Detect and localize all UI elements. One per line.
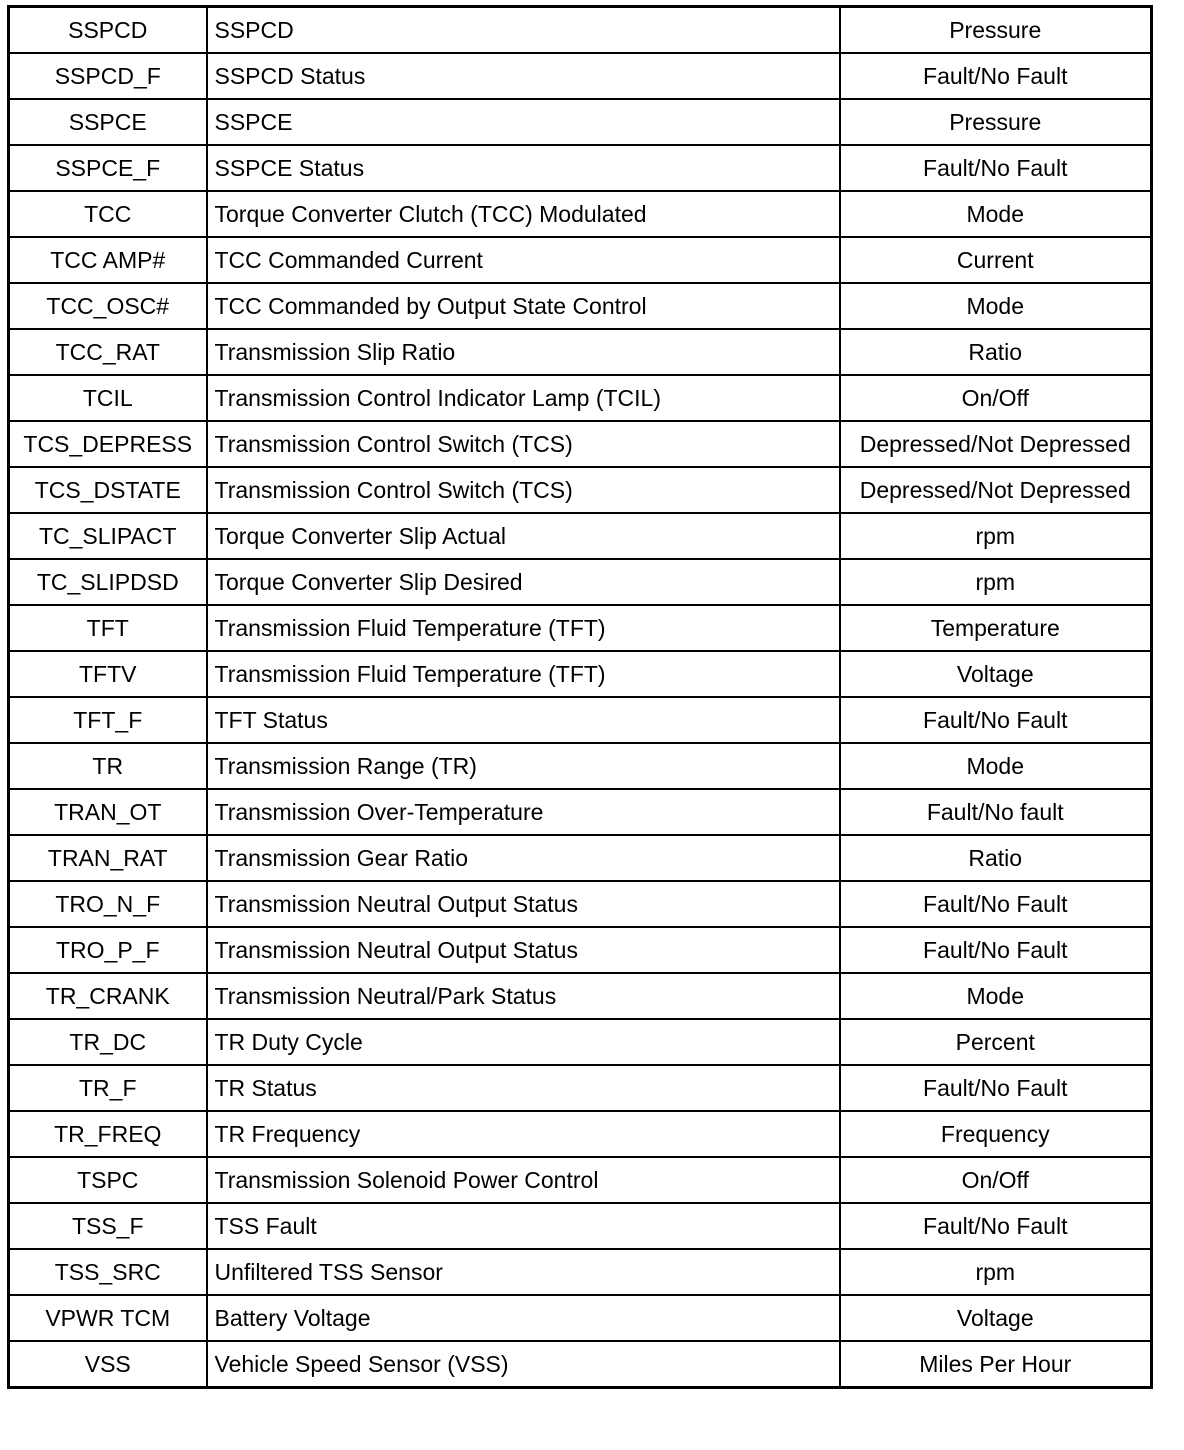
parameter-units: Temperature <box>840 605 1152 651</box>
parameter-description: SSPCE <box>207 99 840 145</box>
table-row <box>9 329 1152 375</box>
parameter-units: Fault/No Fault <box>840 881 1152 927</box>
parameter-description: TR Duty Cycle <box>207 1019 840 1065</box>
parameter-description: TCC Commanded by Output State Control <box>207 283 840 329</box>
parameter-units: Ratio <box>840 835 1152 881</box>
table-row <box>9 1203 1152 1249</box>
parameter-abbreviation: TR_DC <box>9 1019 207 1065</box>
table-row <box>9 835 1152 881</box>
table-row <box>9 421 1152 467</box>
table-row <box>9 973 1152 1019</box>
parameter-units: Pressure <box>840 99 1152 145</box>
parameter-abbreviation: TC_SLIPACT <box>9 513 207 559</box>
table-row <box>9 927 1152 973</box>
table-row <box>9 1157 1152 1203</box>
parameter-description: Transmission Slip Ratio <box>207 329 840 375</box>
parameter-units: Fault/No Fault <box>840 1203 1152 1249</box>
parameter-table <box>7 5 1153 1389</box>
table-row <box>9 237 1152 283</box>
parameter-units: Fault/No Fault <box>840 927 1152 973</box>
table-row <box>9 1249 1152 1295</box>
parameter-units: Fault/No Fault <box>840 1065 1152 1111</box>
table-row <box>9 7 1152 54</box>
parameter-abbreviation: TR <box>9 743 207 789</box>
parameter-units: Voltage <box>840 1295 1152 1341</box>
parameter-description: Transmission Neutral Output Status <box>207 881 840 927</box>
parameter-description: TCC Commanded Current <box>207 237 840 283</box>
parameter-description: Transmission Gear Ratio <box>207 835 840 881</box>
parameter-description: Transmission Range (TR) <box>207 743 840 789</box>
parameter-description: SSPCD Status <box>207 53 840 99</box>
table-row <box>9 651 1152 697</box>
parameter-abbreviation: TFT_F <box>9 697 207 743</box>
parameter-abbreviation: TR_CRANK <box>9 973 207 1019</box>
parameter-description: TFT Status <box>207 697 840 743</box>
parameter-abbreviation: SSPCE_F <box>9 145 207 191</box>
parameter-description: Transmission Neutral Output Status <box>207 927 840 973</box>
parameter-abbreviation: SSPCD_F <box>9 53 207 99</box>
parameter-units: rpm <box>840 1249 1152 1295</box>
parameter-abbreviation: TCS_DEPRESS <box>9 421 207 467</box>
parameter-abbreviation: TCC AMP# <box>9 237 207 283</box>
parameter-units: Current <box>840 237 1152 283</box>
parameter-abbreviation: TSS_SRC <box>9 1249 207 1295</box>
parameter-description: TSS Fault <box>207 1203 840 1249</box>
parameter-units: Frequency <box>840 1111 1152 1157</box>
parameter-units: Mode <box>840 191 1152 237</box>
table-row <box>9 513 1152 559</box>
table-row <box>9 283 1152 329</box>
table-row <box>9 375 1152 421</box>
table-row <box>9 99 1152 145</box>
parameter-abbreviation: TFTV <box>9 651 207 697</box>
parameter-units: Depressed/Not Depressed <box>840 467 1152 513</box>
table-row <box>9 1019 1152 1065</box>
table-row <box>9 1295 1152 1341</box>
parameter-abbreviation: TFT <box>9 605 207 651</box>
parameter-description: SSPCD <box>207 7 840 54</box>
table-row <box>9 1111 1152 1157</box>
table-row <box>9 559 1152 605</box>
parameter-units: Depressed/Not Depressed <box>840 421 1152 467</box>
parameter-units: Fault/No Fault <box>840 53 1152 99</box>
table-row <box>9 743 1152 789</box>
parameter-abbreviation: TC_SLIPDSD <box>9 559 207 605</box>
parameter-units: On/Off <box>840 375 1152 421</box>
parameter-description: Torque Converter Slip Desired <box>207 559 840 605</box>
parameter-description: Transmission Control Switch (TCS) <box>207 421 840 467</box>
table-row <box>9 1341 1152 1388</box>
parameter-units: Mode <box>840 973 1152 1019</box>
parameter-description: Battery Voltage <box>207 1295 840 1341</box>
parameter-abbreviation: SSPCD <box>9 7 207 54</box>
parameter-units: Fault/No Fault <box>840 145 1152 191</box>
parameter-units: Fault/No Fault <box>840 697 1152 743</box>
parameter-abbreviation: TRAN_OT <box>9 789 207 835</box>
parameter-description: Torque Converter Slip Actual <box>207 513 840 559</box>
parameter-units: Percent <box>840 1019 1152 1065</box>
parameter-units: Fault/No fault <box>840 789 1152 835</box>
table-row <box>9 1065 1152 1111</box>
parameter-abbreviation: TCC_RAT <box>9 329 207 375</box>
parameter-abbreviation: TSS_F <box>9 1203 207 1249</box>
parameter-units: Ratio <box>840 329 1152 375</box>
table-row <box>9 191 1152 237</box>
parameter-abbreviation: TR_FREQ <box>9 1111 207 1157</box>
parameter-units: rpm <box>840 559 1152 605</box>
parameter-description: Torque Converter Clutch (TCC) Modulated <box>207 191 840 237</box>
parameter-abbreviation: TR_F <box>9 1065 207 1111</box>
parameter-description: Transmission Neutral/Park Status <box>207 973 840 1019</box>
parameter-abbreviation: VPWR TCM <box>9 1295 207 1341</box>
parameter-abbreviation: TRO_N_F <box>9 881 207 927</box>
table-row <box>9 881 1152 927</box>
parameter-description: Unfiltered TSS Sensor <box>207 1249 840 1295</box>
parameter-units: rpm <box>840 513 1152 559</box>
table-row <box>9 467 1152 513</box>
parameter-description: Transmission Fluid Temperature (TFT) <box>207 651 840 697</box>
parameter-units: Pressure <box>840 7 1152 54</box>
parameter-abbreviation: TSPC <box>9 1157 207 1203</box>
table-row <box>9 53 1152 99</box>
table-row <box>9 697 1152 743</box>
parameter-abbreviation: VSS <box>9 1341 207 1388</box>
parameter-description: Transmission Fluid Temperature (TFT) <box>207 605 840 651</box>
parameter-units: On/Off <box>840 1157 1152 1203</box>
parameter-description: SSPCE Status <box>207 145 840 191</box>
parameter-abbreviation: TCC_OSC# <box>9 283 207 329</box>
parameter-description: TR Status <box>207 1065 840 1111</box>
parameter-description: Transmission Over-Temperature <box>207 789 840 835</box>
parameter-abbreviation: TRAN_RAT <box>9 835 207 881</box>
parameter-abbreviation: TCIL <box>9 375 207 421</box>
table-row <box>9 145 1152 191</box>
parameter-description: Transmission Solenoid Power Control <box>207 1157 840 1203</box>
parameter-description: Vehicle Speed Sensor (VSS) <box>207 1341 840 1388</box>
parameter-units: Mode <box>840 743 1152 789</box>
parameter-description: TR Frequency <box>207 1111 840 1157</box>
parameter-abbreviation: TCS_DSTATE <box>9 467 207 513</box>
parameter-abbreviation: SSPCE <box>9 99 207 145</box>
parameter-abbreviation: TRO_P_F <box>9 927 207 973</box>
table-row <box>9 789 1152 835</box>
table-row <box>9 605 1152 651</box>
parameter-description: Transmission Control Indicator Lamp (TCIL) <box>207 375 840 421</box>
parameter-units: Mode <box>840 283 1152 329</box>
parameter-table-body <box>9 7 1152 1388</box>
parameter-abbreviation: TCC <box>9 191 207 237</box>
parameter-units: Voltage <box>840 651 1152 697</box>
parameter-units: Miles Per Hour <box>840 1341 1152 1388</box>
parameter-description: Transmission Control Switch (TCS) <box>207 467 840 513</box>
